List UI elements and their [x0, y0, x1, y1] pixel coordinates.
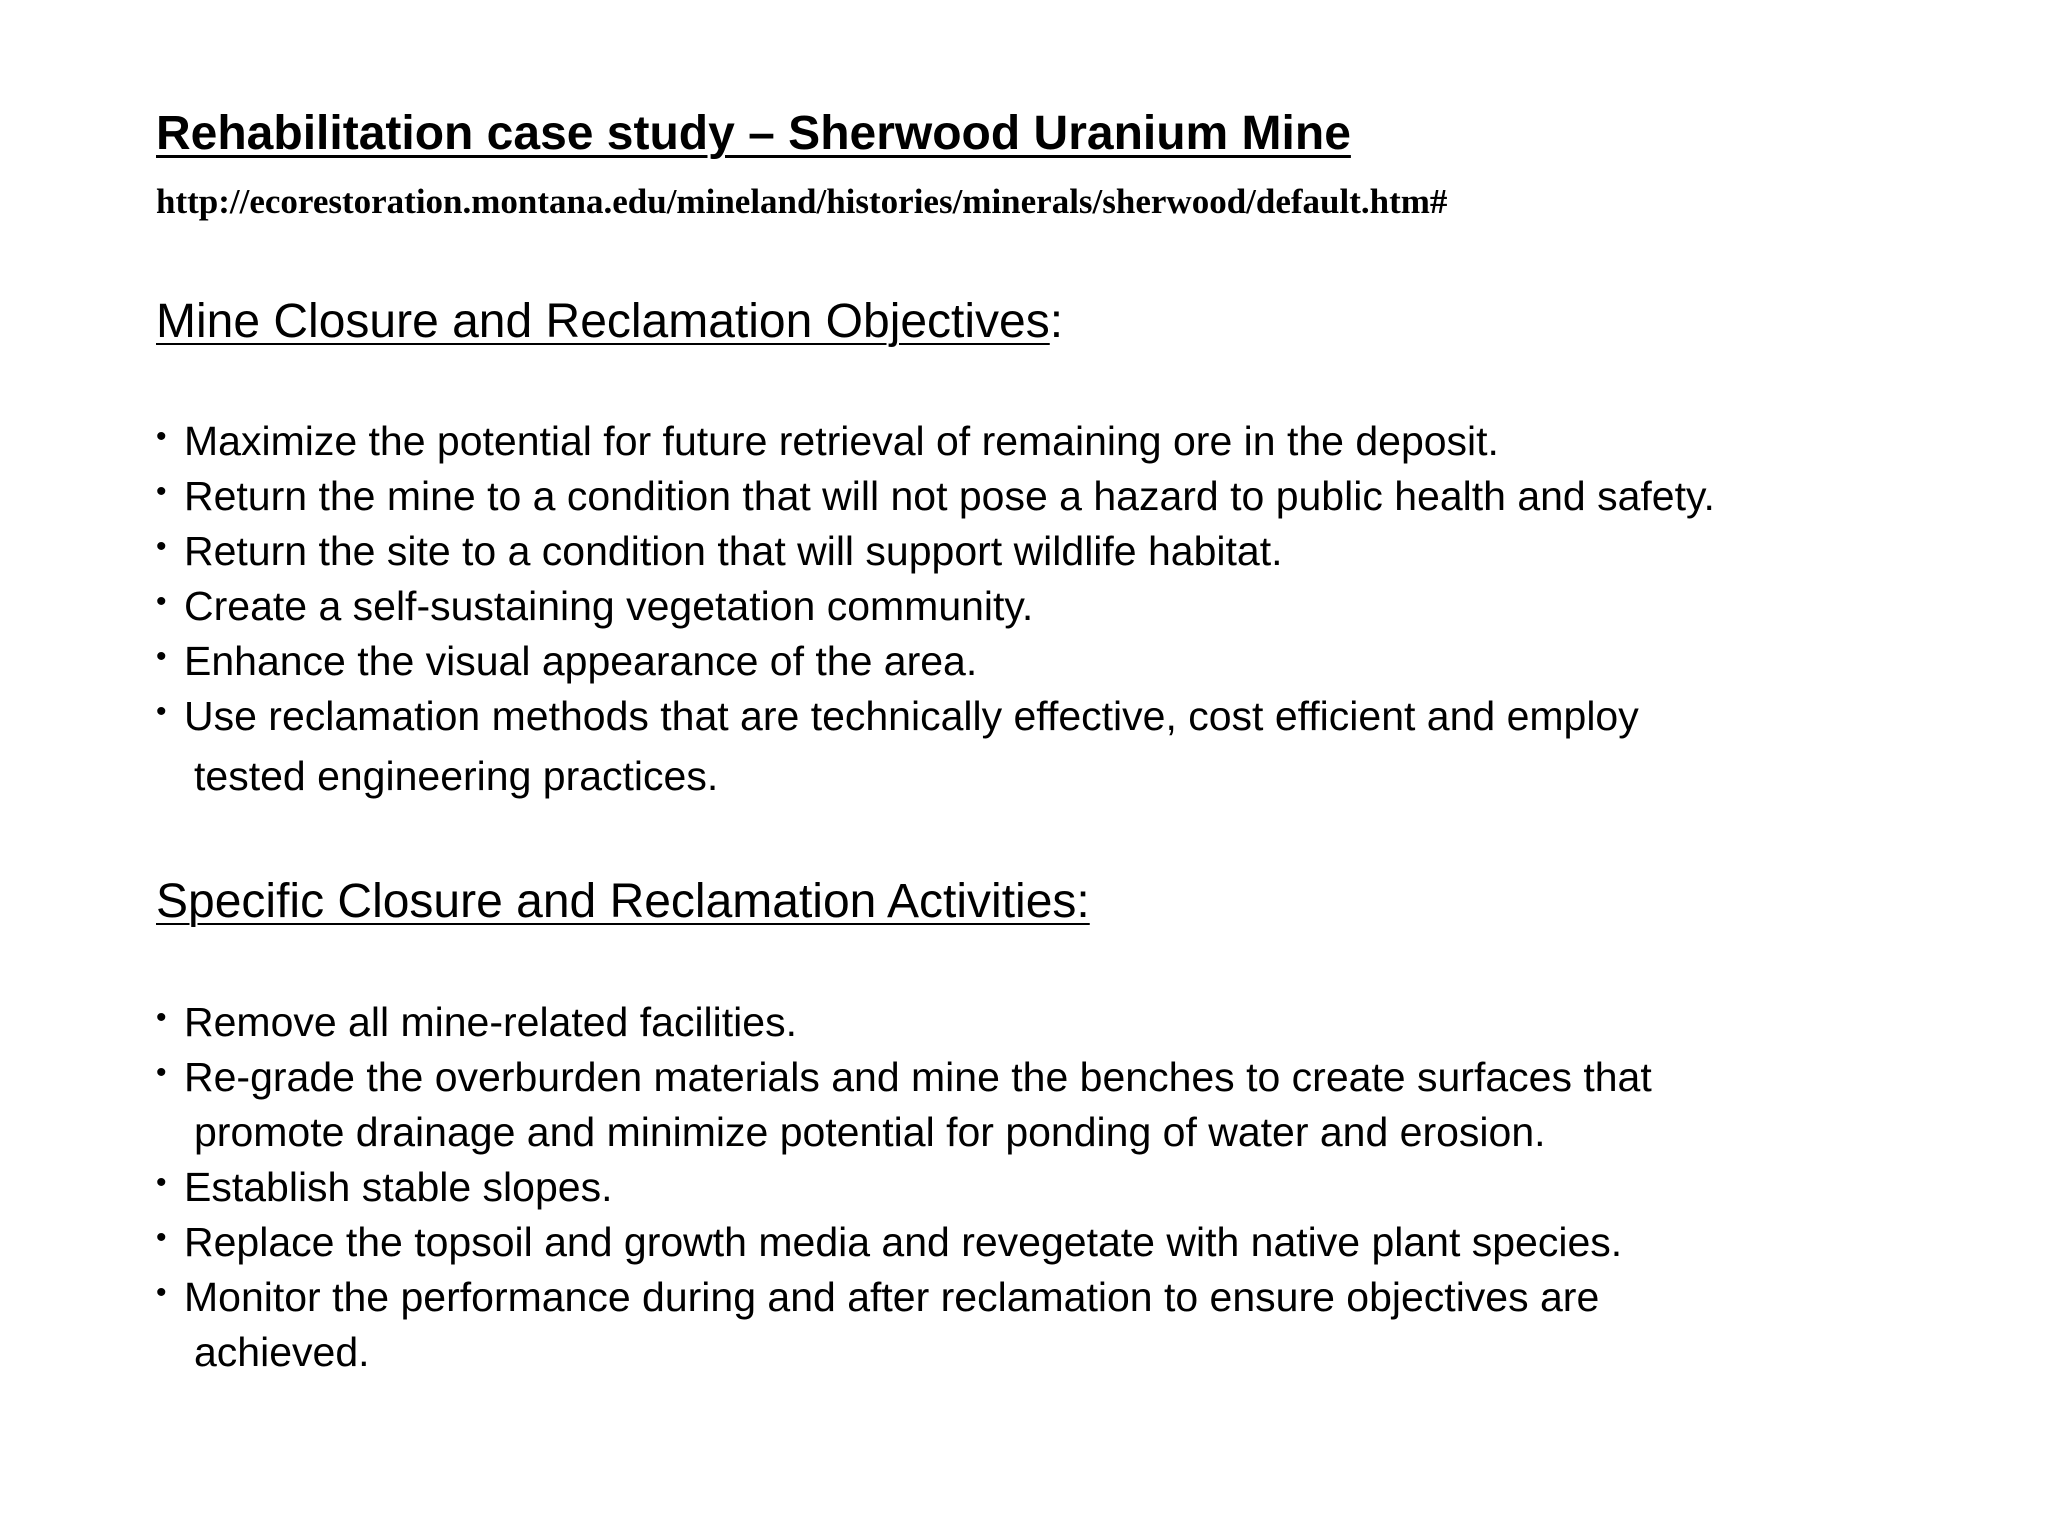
list-item-text: Maximize the potential for future retrieval of remaining ore in the deposit.	[184, 418, 1499, 464]
objectives-heading-suffix: :	[1049, 295, 1064, 348]
list-item	[156, 1215, 2016, 1270]
list-item	[156, 414, 2016, 469]
list-item	[156, 634, 2016, 689]
objectives-list	[156, 414, 2016, 804]
list-item-text: Use reclamation methods that are technically effective, cost efficient and employ	[184, 693, 1639, 739]
list-item	[156, 689, 2016, 804]
objectives-heading	[156, 294, 1063, 350]
list-item-text: Replace the topsoil and growth media and revegetate with native plant species.	[184, 1219, 1623, 1265]
list-item	[156, 995, 2016, 1050]
list-item	[156, 579, 2016, 634]
activities-heading	[156, 874, 1090, 930]
list-item-text: Remove all mine-related facilities.	[184, 999, 797, 1045]
bullet-icon: •	[156, 1001, 167, 1034]
list-item	[156, 1050, 2016, 1160]
list-item-text: Establish stable slopes.	[184, 1164, 613, 1210]
activities-list	[156, 995, 2016, 1380]
list-item-text: Monitor the performance during and after reclamation to ensure objectives are	[184, 1274, 1600, 1320]
bullet-icon: •	[156, 475, 167, 508]
list-item-continuation: promote drainage and minimize potential for ponding of water and erosion.	[194, 1109, 1546, 1155]
list-item	[156, 469, 2016, 524]
list-item-text: Create a self-sustaining vegetation community.	[184, 583, 1034, 629]
bullet-icon: •	[156, 1276, 167, 1309]
list-item-text: Re-grade the overburden materials and mine the benches to create surfaces that	[184, 1054, 1652, 1100]
list-item	[156, 524, 2016, 579]
list-item-text: Enhance the visual appearance of the area.	[184, 638, 978, 684]
list-item-continuation: achieved.	[194, 1329, 370, 1375]
bullet-icon: •	[156, 640, 167, 673]
list-item	[156, 1160, 2016, 1215]
objectives-heading-text: Mine Closure and Reclamation Objectives	[156, 295, 1050, 348]
page-title: Rehabilitation case study – Sherwood Uranium Mine	[156, 107, 1351, 160]
list-item-continuation: tested engineering practices.	[194, 753, 719, 799]
activities-heading-text: Specific Closure and Reclamation Activities:	[156, 875, 1090, 928]
bullet-icon: •	[156, 1166, 167, 1199]
bullet-icon: •	[156, 1056, 167, 1089]
list-item	[156, 1270, 2016, 1380]
list-item-text: Return the site to a condition that will support wildlife habitat.	[184, 528, 1283, 574]
bullet-icon: •	[156, 1221, 167, 1254]
bullet-icon: •	[156, 530, 167, 563]
source-url: http://ecorestoration.montana.edu/mineland/histories/minerals/sherwood/default.htm#	[156, 182, 1448, 221]
bullet-icon: •	[156, 695, 167, 728]
bullet-icon: •	[156, 420, 167, 453]
bullet-icon: •	[156, 585, 167, 618]
list-item-text: Return the mine to a condition that will not pose a hazard to public health and safety.	[184, 473, 1715, 519]
